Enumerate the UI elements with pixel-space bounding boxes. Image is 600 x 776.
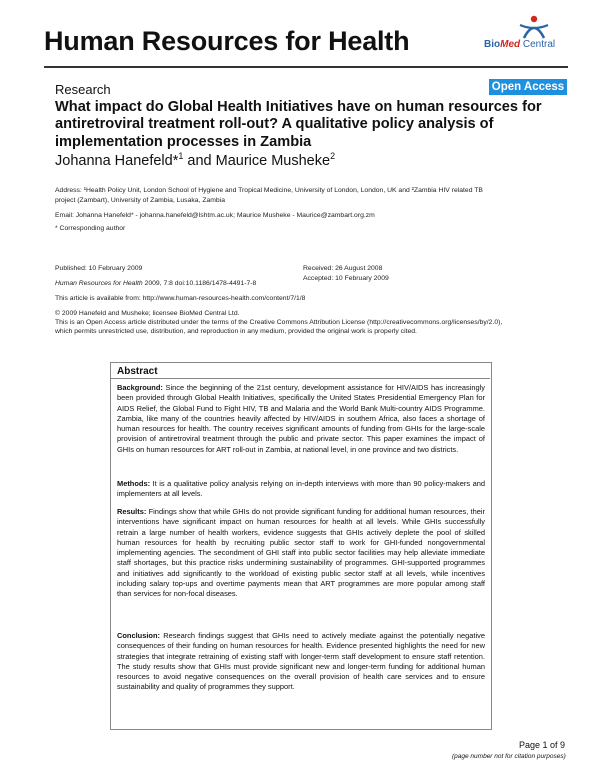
article-title: What impact do Global Health Initiatives have on human resources for antiretroviral treatment roll-out? A qualitative policy analysis of implementation processes in Zambia bbox=[55, 99, 542, 150]
section-label: Research bbox=[55, 82, 111, 97]
abstract-conclusion: Conclusion: Research findings suggest that GHIs need to actively mediate against the potentially negative consequences of their funding on human resources for health. Evidence presented highlights the need for new strategies that integrate retraining of existing staff with longer-term staff development to ensure staff retention. The study results show that GHIs must provide significant new and longer-term funding for additional human resources to avoid negative consequences on the overall provision of health care services and to ensure sustainability and quality of programmes they support. bbox=[117, 631, 485, 692]
abstract-heading: Abstract bbox=[117, 366, 158, 377]
biomed-central-logo bbox=[480, 14, 568, 54]
license-line-2: which permits unrestricted use, distribution, and reproduction in any medium, provided the original work is properly cited. bbox=[55, 328, 417, 335]
abstract-divider bbox=[111, 378, 490, 379]
article-url[interactable]: This article is available from: http://www.human-resources-health.com/content/7/1/8 bbox=[55, 295, 306, 302]
abstract-methods: Methods: It is a qualitative policy analysis relying on in-depth interviews with more than 90 policy-makers and implementers at all levels. bbox=[117, 479, 485, 499]
citation-line: Human Resources for Health 2009, 7:8 doi:10.1186/1478-4491-7-8 bbox=[55, 280, 257, 287]
header-rule bbox=[44, 66, 568, 68]
corresponding-author-note: * Corresponding author bbox=[55, 225, 126, 232]
logo-figure-icon bbox=[514, 14, 554, 40]
copyright: © 2009 Hanefeld and Musheke; licensee BioMed Central Ltd. bbox=[55, 310, 240, 317]
published-date: Published: 10 February 2009 bbox=[55, 265, 143, 272]
abstract-results: Results: Findings show that while GHIs do not provide significant funding for additional human resources, their interventions have significant impact on human resources for health at all levels. While GHIs successfully retrain a large number of health workers, evidence suggests that GHIs actively deplete the pool of skilled human resources for health by recruiting public sector staff to work for GHI-funded nongovernmental implementing agencies. The secondment of GHI staff into public sector facilities may help alleviate immediate staff shortages, but this practice risks undermining sustainability of programmes. GHI-supported programmes and initiatives add significantly to the workload of existing public sector staff at all levels, while incentives including salary top-ups and overtime payments mean that ART programmes are more popular among staff than services for non-focal diseases. bbox=[117, 507, 485, 599]
page-number: Page 1 of 9 bbox=[519, 740, 566, 750]
page-number-note: (page number not for citation purposes) bbox=[452, 753, 566, 760]
author-1[interactable]: Johanna Hanefeld* bbox=[55, 152, 179, 169]
journal-title: Human Resources for Health bbox=[44, 26, 410, 56]
received-date: Received: 26 August 2008 bbox=[303, 265, 383, 272]
open-access-badge: Open Access bbox=[489, 79, 567, 95]
abstract-background: Background: Since the beginning of the 21st century, development assistance for HIV/AIDS has increasingly been provided through Global Health Initiatives, specifically the United States Presidential Emergency Plan for AIDS Relief, the Global Fund to Fight HIV, TB and Malaria and the World Bank Multi-country AIDS Programme. Zambia, like many of the countries heavily affected by HIV/AIDS in southern Africa, also faces a shortage of human resources for health. The country receives significant amounts of funding from GHIs for the large-scale provision of antiretroviral treatment through the public and private sector. This paper examines the impact of GHIs on human resources for ART roll-out in Zambia, at national level, in one province and two districts. bbox=[117, 383, 485, 454]
address-block: Address: ¹Health Policy Unit, London School of Hygiene and Tropical Medicine, University of London, London, UK and ²Zambia HIV related TB project (Zambart), University of Zambia, Lusaka, Zambia bbox=[55, 187, 483, 204]
license-line-1[interactable]: This is an Open Access article distributed under the terms of the Creative Commons Attribution License (http://creativecommons.org/licenses/by/2.0), bbox=[55, 319, 503, 326]
logo-wordmark: BioMed Central bbox=[484, 39, 556, 50]
authors: Johanna Hanefeld*$^1$ and Maurice Musheke$^2$ bbox=[55, 151, 336, 169]
email-line[interactable]: Email: Johanna Hanefeld* - johanna.hanefeld@lshtm.ac.uk; Maurice Musheke - Maurice@zambart.org.zm bbox=[55, 212, 375, 219]
accepted-date: Accepted: 10 February 2009 bbox=[303, 275, 389, 282]
author-2[interactable]: Maurice Musheke bbox=[215, 152, 331, 169]
